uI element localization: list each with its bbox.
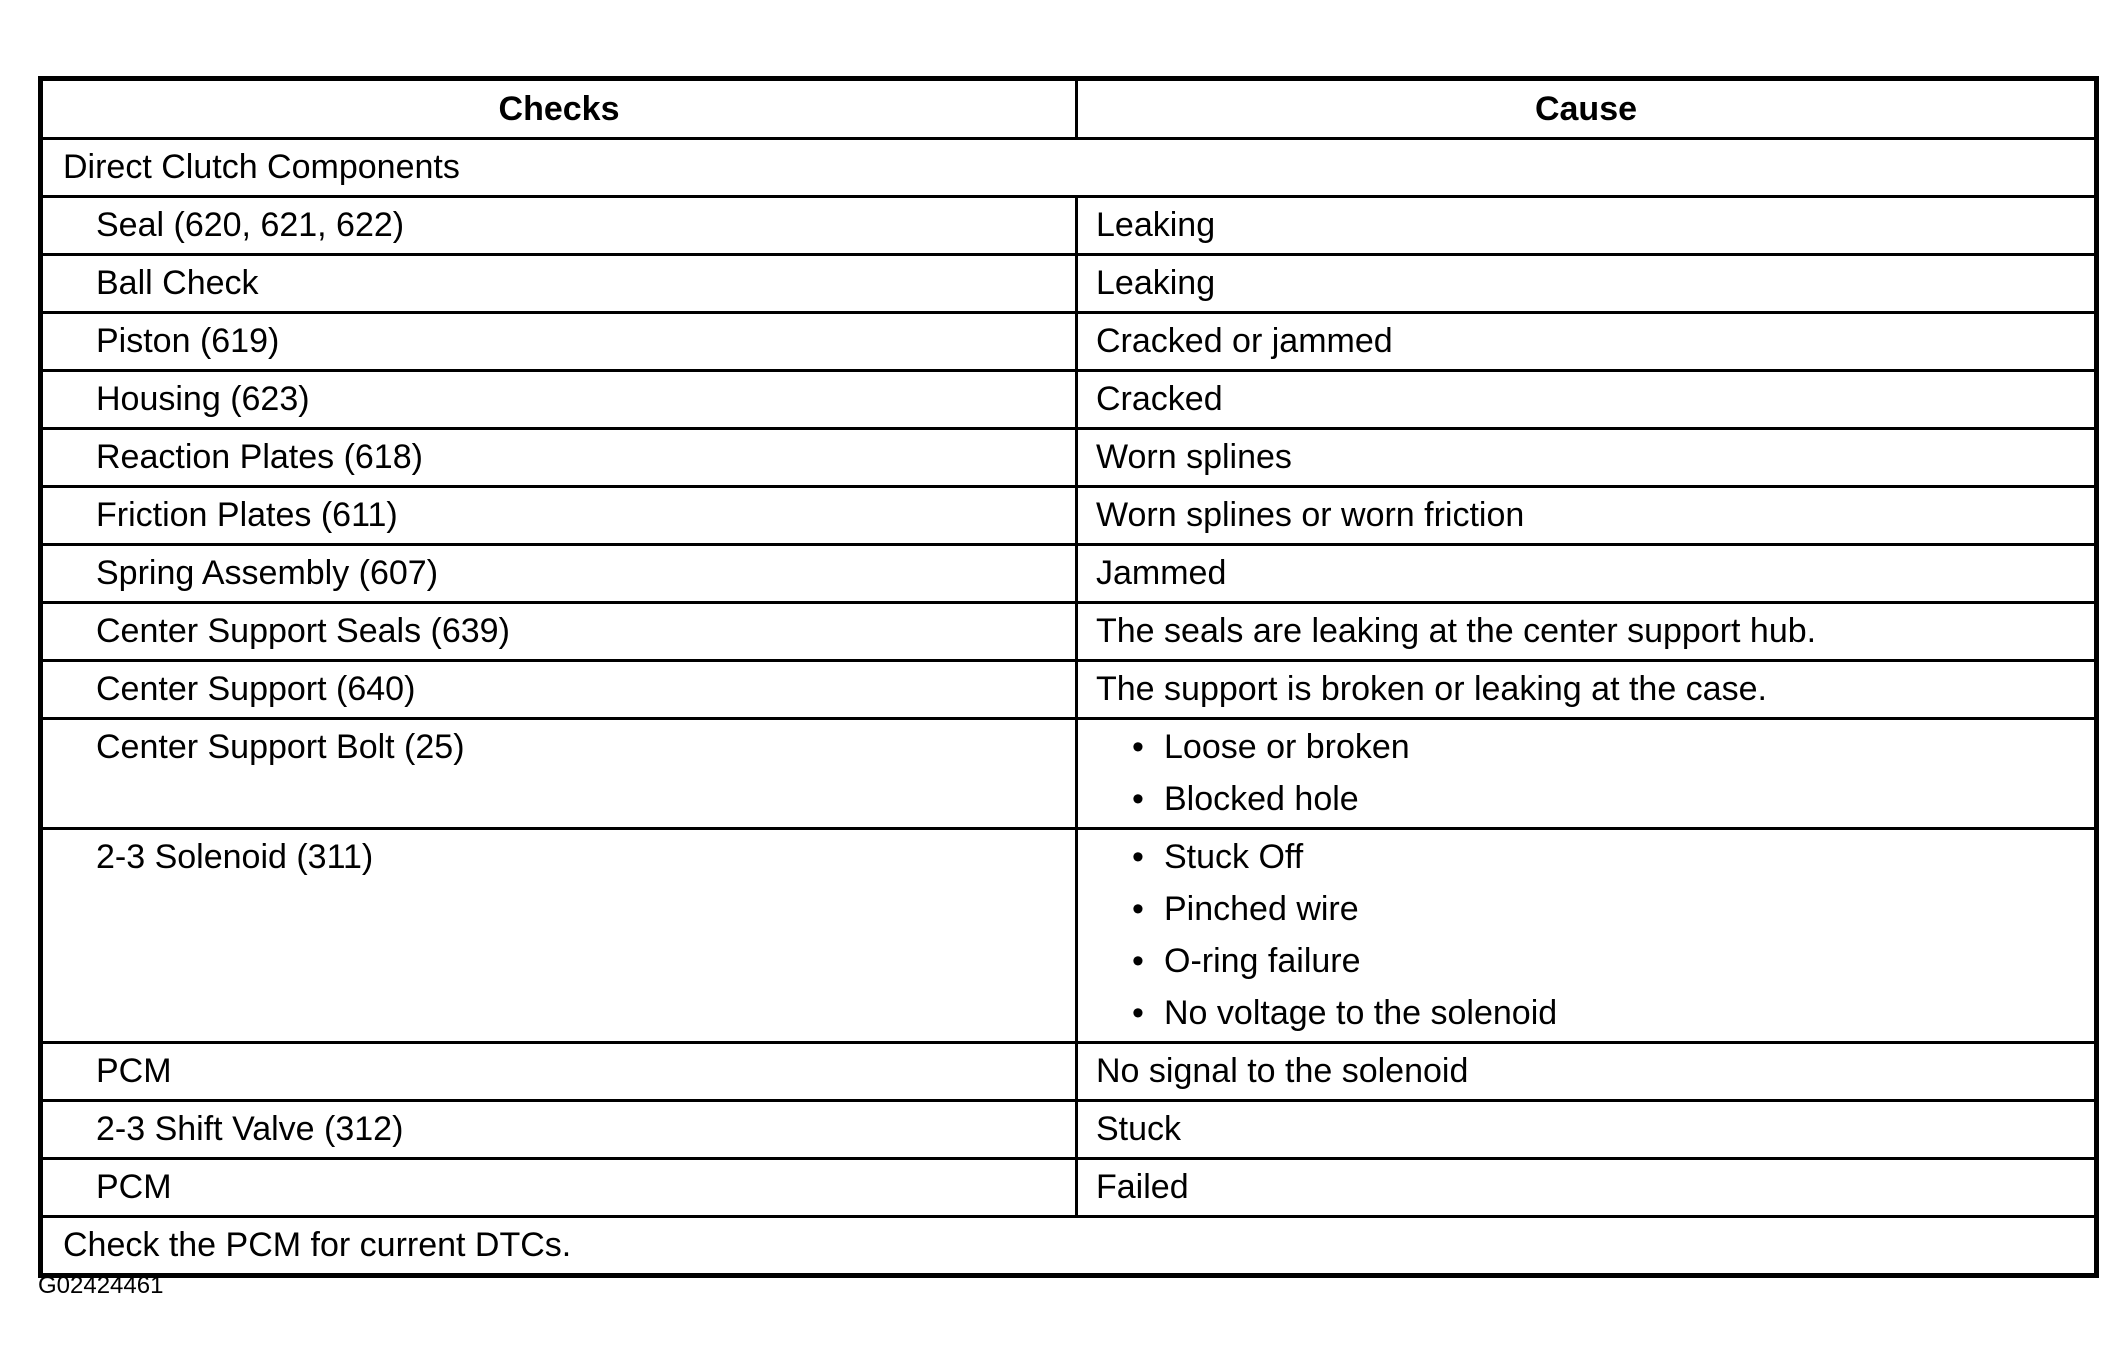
- check-cell: Center Support Seals (639): [41, 603, 1077, 661]
- cause-bullet: • Pinched wire: [1096, 889, 2076, 929]
- cause-cell: [1077, 719, 2097, 829]
- cause-bullet: • Loose or broken: [1096, 727, 2076, 767]
- checks-cause-table: [38, 76, 2099, 1278]
- table-row: [41, 255, 2097, 313]
- cause-cell: Jammed: [1077, 545, 2097, 603]
- cause-cell: Leaking: [1077, 197, 2097, 255]
- check-cell: 2-3 Solenoid (311): [41, 829, 1077, 1043]
- table-row: [41, 661, 2097, 719]
- check-cell: Housing (623): [41, 371, 1077, 429]
- check-cell: Seal (620, 621, 622): [41, 197, 1077, 255]
- table-row: [41, 603, 2097, 661]
- table-row: [41, 429, 2097, 487]
- cause-cell: [1077, 829, 2097, 1043]
- cause-cell: Stuck: [1077, 1101, 2097, 1159]
- cause-cell: No signal to the solenoid: [1077, 1043, 2097, 1101]
- header-cause: Cause: [1077, 79, 2097, 139]
- table-row: [41, 313, 2097, 371]
- table-row: [41, 487, 2097, 545]
- table-row: [41, 1159, 2097, 1217]
- check-cell: Ball Check: [41, 255, 1077, 313]
- cause-cell: Failed: [1077, 1159, 2097, 1217]
- cause-bullet-list: [1096, 727, 2076, 819]
- table-row: [41, 1043, 2097, 1101]
- table-row: [41, 829, 2097, 1043]
- figure-id: G02424461: [38, 1272, 164, 1299]
- footer-row: [41, 1217, 2097, 1276]
- cause-cell: Cracked or jammed: [1077, 313, 2097, 371]
- table-row: [41, 371, 2097, 429]
- cause-bullet-list: [1096, 837, 2076, 1033]
- check-cell: Spring Assembly (607): [41, 545, 1077, 603]
- cause-bullet: • O-ring failure: [1096, 941, 2076, 981]
- section-row: [41, 139, 2097, 197]
- table-row: [41, 545, 2097, 603]
- table-header-row: [41, 79, 2097, 139]
- check-cell: 2-3 Shift Valve (312): [41, 1101, 1077, 1159]
- cause-bullet: • No voltage to the solenoid: [1096, 993, 2076, 1033]
- check-cell: Reaction Plates (618): [41, 429, 1077, 487]
- checks-cause-table-container: [38, 76, 2094, 1278]
- check-cell: PCM: [41, 1043, 1077, 1101]
- check-cell: Center Support (640): [41, 661, 1077, 719]
- check-cell: Center Support Bolt (25): [41, 719, 1077, 829]
- cause-bullet: • Blocked hole: [1096, 779, 2076, 819]
- table-row: [41, 197, 2097, 255]
- check-cell: Friction Plates (611): [41, 487, 1077, 545]
- cause-cell: Cracked: [1077, 371, 2097, 429]
- header-checks: Checks: [41, 79, 1077, 139]
- cause-bullet: • Stuck Off: [1096, 837, 2076, 877]
- check-cell: Piston (619): [41, 313, 1077, 371]
- cause-cell: The support is broken or leaking at the case.: [1077, 661, 2097, 719]
- cause-cell: Leaking: [1077, 255, 2097, 313]
- cause-cell: Worn splines or worn friction: [1077, 487, 2097, 545]
- table-row: [41, 1101, 2097, 1159]
- table-row: [41, 719, 2097, 829]
- cause-cell: The seals are leaking at the center support hub.: [1077, 603, 2097, 661]
- section-title: Direct Clutch Components: [41, 139, 2097, 197]
- cause-cell: Worn splines: [1077, 429, 2097, 487]
- check-cell: PCM: [41, 1159, 1077, 1217]
- footer-note: Check the PCM for current DTCs.: [41, 1217, 2097, 1276]
